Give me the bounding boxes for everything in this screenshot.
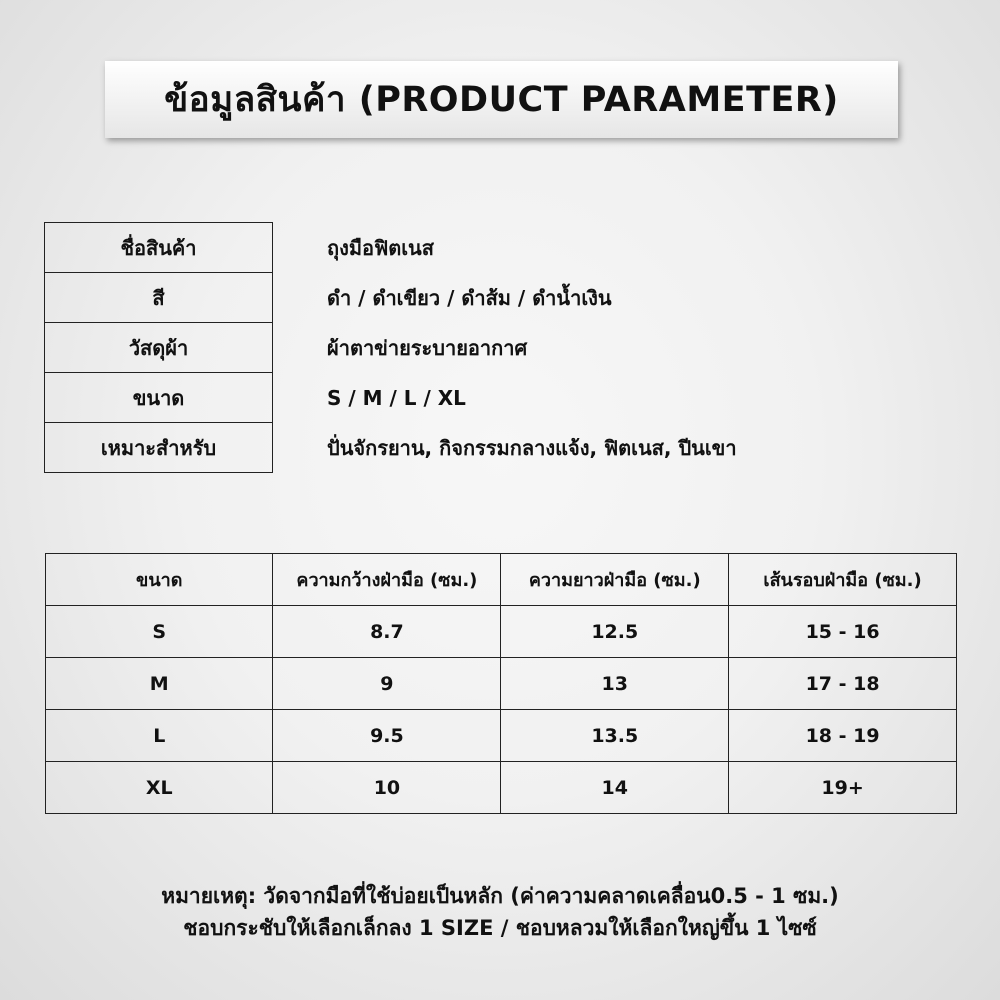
table-cell: 9: [273, 658, 501, 710]
table-cell: 13: [501, 658, 729, 710]
table-cell: 19+: [729, 762, 957, 814]
spec-value: ดำ / ดำเขียว / ดำส้ม / ดำน้ำเงิน: [327, 285, 612, 310]
size-chart-table: [45, 553, 957, 814]
spec-row-suitable-for: [45, 423, 737, 473]
table-row: [46, 658, 957, 710]
spec-row-material: [45, 323, 737, 373]
spec-row-name: [45, 223, 737, 273]
table-row: [46, 606, 957, 658]
table-cell: 15 - 16: [729, 606, 957, 658]
table-cell: 14: [501, 762, 729, 814]
table-cell: 12.5: [501, 606, 729, 658]
table-cell: 18 - 19: [729, 710, 957, 762]
column-header: ความยาวฝ่ามือ (ซม.): [501, 554, 729, 606]
spec-value: ปั่นจักรยาน, กิจกรรมกลางแจ้ง, ฟิตเนส, ปีนเขา: [327, 435, 737, 460]
footnote-line: ชอบกระชับให้เลือกเล็กลง 1 SIZE / ชอบหลวมให้เลือกใหญ่ขึ้น 1 ไซซ์: [183, 916, 817, 940]
table-cell: S: [46, 606, 273, 658]
table-cell: M: [46, 658, 273, 710]
size-table-header-row: [46, 554, 957, 606]
table-row: [46, 762, 957, 814]
spec-row-color: [45, 273, 737, 323]
spec-value: ถุงมือฟิตเนส: [327, 235, 434, 260]
column-header: ความกว้างฝ่ามือ (ซม.): [273, 554, 501, 606]
spec-label: เหมาะสำหรับ: [45, 423, 273, 473]
footnote-line: หมายเหตุ: วัดจากมือที่ใช้บ่อยเป็นหลัก (ค่าความคลาดเคลื่อน0.5 - 1 ซม.): [161, 884, 839, 908]
table-cell: 8.7: [273, 606, 501, 658]
spec-label: ขนาด: [45, 373, 273, 423]
spec-value: S / M / L / XL: [327, 385, 466, 410]
table-cell: 17 - 18: [729, 658, 957, 710]
table-cell: L: [46, 710, 273, 762]
table-row: [46, 710, 957, 762]
spec-label: วัสดุผ้า: [45, 323, 273, 373]
table-cell: 10: [273, 762, 501, 814]
spec-value: ผ้าตาข่ายระบายอากาศ: [327, 335, 528, 360]
spec-row-size: [45, 373, 737, 423]
spec-label: ชื่อสินค้า: [45, 223, 273, 273]
page-title: ข้อมูลสินค้า (PRODUCT PARAMETER): [105, 61, 898, 138]
column-header: ขนาด: [46, 554, 273, 606]
table-cell: 9.5: [273, 710, 501, 762]
product-spec-table: [44, 222, 737, 473]
table-cell: XL: [46, 762, 273, 814]
table-cell: 13.5: [501, 710, 729, 762]
column-header: เส้นรอบฝ่ามือ (ซม.): [729, 554, 957, 606]
footnote: [0, 880, 1000, 944]
spec-label: สี: [45, 273, 273, 323]
